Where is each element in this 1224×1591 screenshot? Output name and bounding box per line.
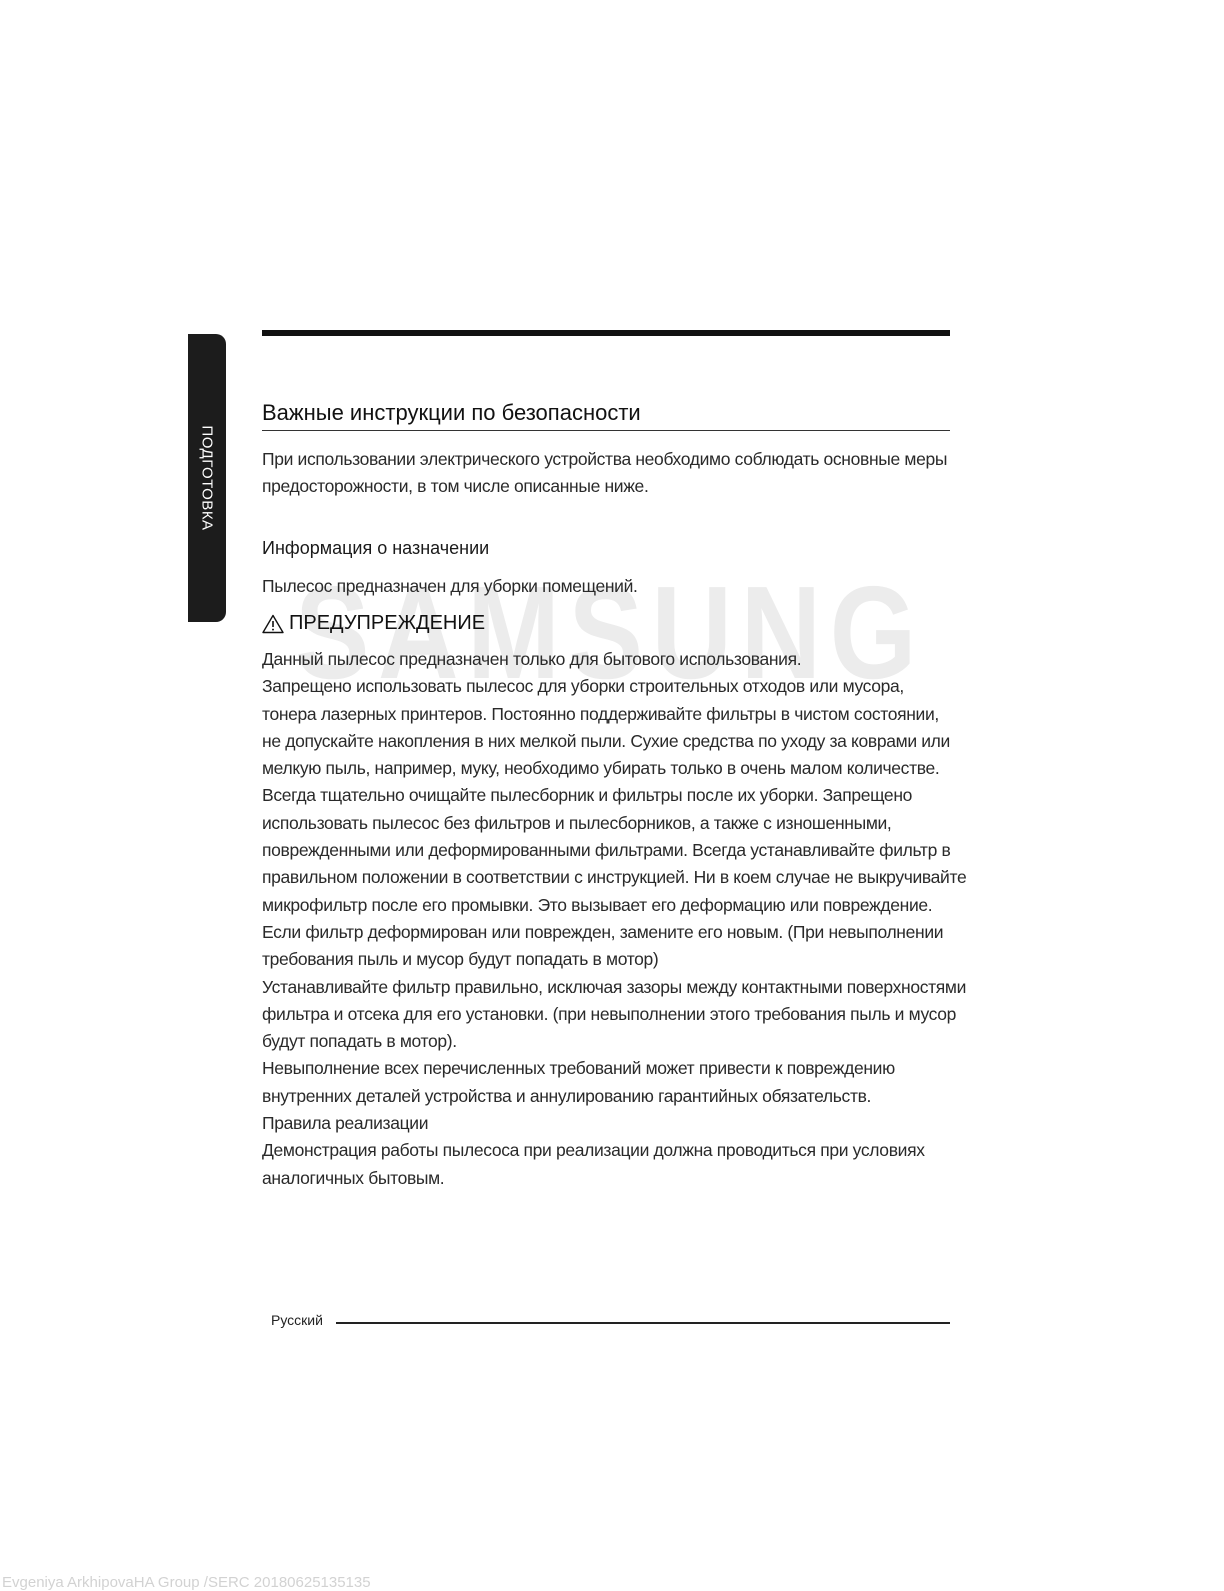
warning-line: Данный пылесос предназначен только для бытового использования.: [262, 649, 802, 669]
warning-heading-label: ПРЕДУПРЕЖДЕНИЕ: [289, 612, 486, 634]
intro-paragraph: [262, 446, 950, 501]
side-tab: [188, 334, 226, 622]
warning-line: внутренних деталей устройства и аннулированию гарантийных обязательств.: [262, 1085, 872, 1106]
warning-triangle-icon: [262, 614, 284, 634]
warning-line: Устанавливайте фильтр правильно, исключая зазоры между контактными поверхностями: [262, 976, 967, 997]
side-tab-label: ПОДГОТОВКА: [198, 425, 216, 531]
footer-divider: [336, 1322, 950, 1324]
warning-line: использовать пылесос без фильтров и пылесборников, а также с изношенными,: [262, 812, 892, 833]
top-divider: [262, 330, 950, 336]
warning-line: Запрещено использовать пылесос для уборки строительных отходов или мусора,: [262, 676, 904, 697]
purpose-text: Пылесос предназначен для уборки помещений.: [262, 576, 638, 596]
warning-line: тонера лазерных принтеров. Постоянно поддерживайте фильтры в чистом состоянии,: [262, 703, 939, 724]
warning-body: [262, 646, 967, 1192]
warning-line: правильном положении в соответствии с инструкцией. Ни в коем случае не выкручивайте: [262, 867, 967, 888]
purpose-paragraph: [262, 573, 950, 600]
watermark-text: SAMSUNG: [295, 574, 925, 684]
warning-line: микрофильтр после его промывки. Это вызывает его деформацию или повреждение.: [262, 894, 933, 915]
warning-line: не допускайте накопления в них мелкой пыли. Сухие средства по уходу за коврами или: [262, 730, 950, 751]
warning-heading: [262, 612, 485, 635]
document-stamp: Evgeniya ArkhipovaHA Group /SERC 20180625135135: [2, 1574, 371, 1591]
title-divider: [262, 430, 950, 431]
warning-line: Невыполнение всех перечисленных требований может привести к повреждению: [262, 1058, 895, 1079]
intro-line: предосторожности, в том числе описанные ниже.: [262, 476, 649, 497]
warning-line: будут попадать в мотор).: [262, 1031, 457, 1052]
warning-line: поврежденными или деформированными фильтрами. Всегда устанавливайте фильтр в: [262, 840, 951, 861]
section-title: Важные инструкции по безопасности: [262, 400, 641, 425]
sales-rules-heading: Правила реализации: [262, 1113, 429, 1134]
warning-line: Демонстрация работы пылесоса при реализации должна проводиться при условиях: [262, 1140, 925, 1161]
purpose-heading: Информация о назначении: [262, 538, 490, 558]
warning-line: аналогичных бытовым.: [262, 1167, 445, 1188]
footer-language: Русский: [271, 1312, 323, 1328]
warning-line: мелкую пыль, например, муку, необходимо убирать только в очень малом количестве.: [262, 758, 940, 779]
warning-line: Если фильтр деформирован или поврежден, замените его новым. (При невыполнении: [262, 921, 944, 942]
warning-line: Всегда тщательно очищайте пылесборник и фильтры после их уборки. Запрещено: [262, 785, 913, 806]
warning-line: требования пыль и мусор будут попадать в мотор): [262, 949, 659, 970]
warning-line: фильтра и отсека для его установки. (при невыполнении этого требования пыль и мусор: [262, 1003, 957, 1024]
intro-line: При использовании электрического устройства необходимо соблюдать основные меры: [262, 449, 948, 469]
